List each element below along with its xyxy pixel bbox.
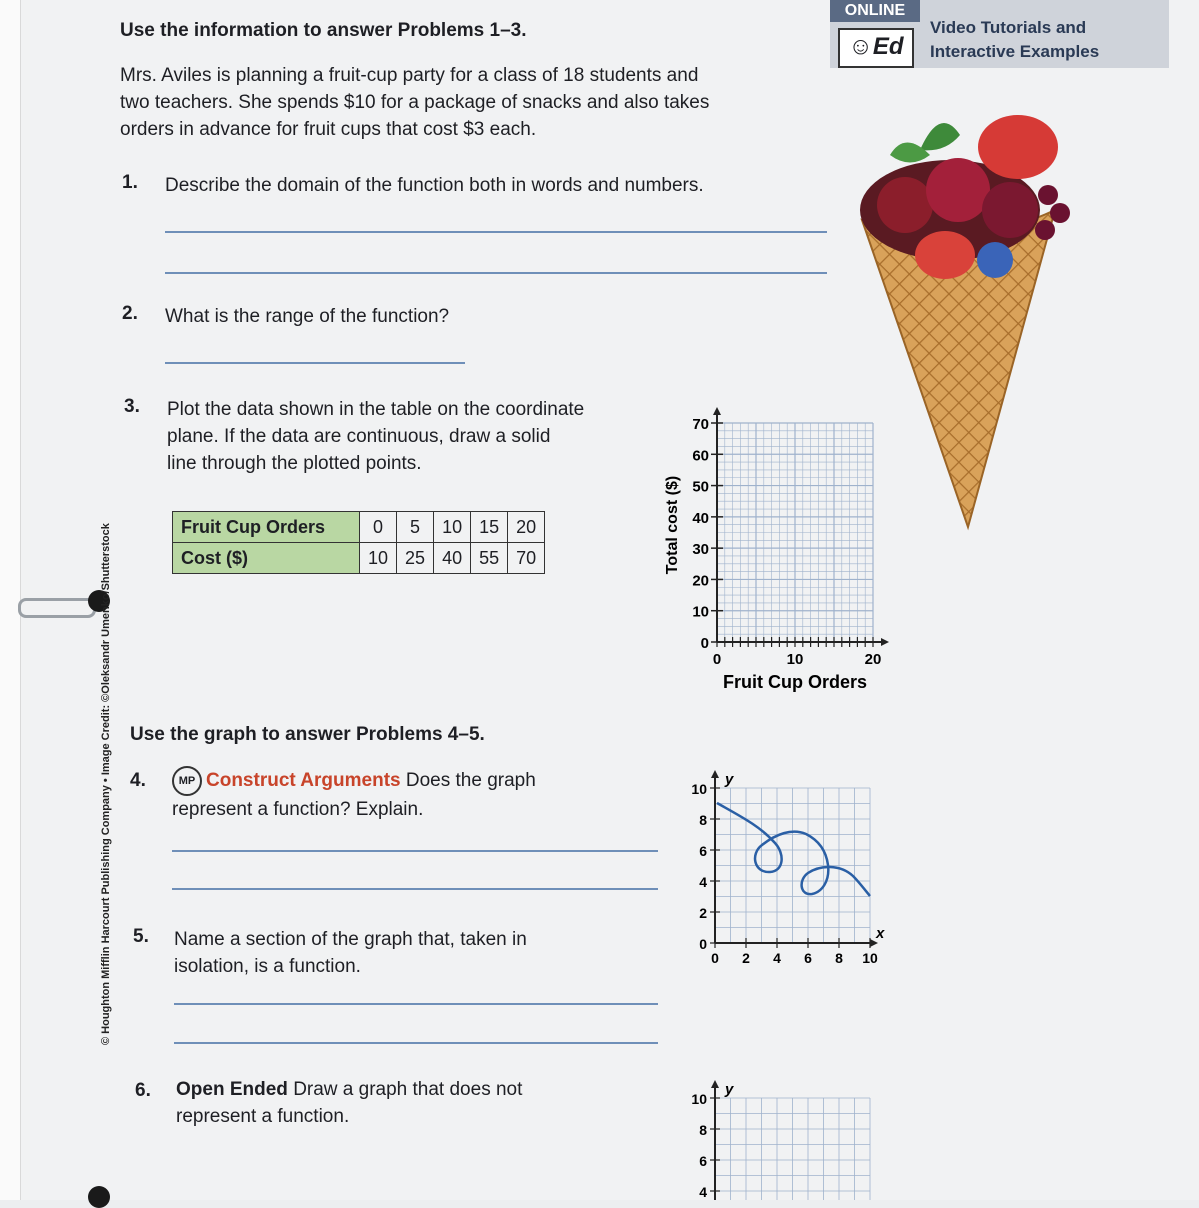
intro-heading: Use the information to answer Problems 1–3. xyxy=(120,20,527,41)
smiley-icon: ☺ xyxy=(848,33,873,60)
y-tick-label: 6 xyxy=(699,1153,707,1169)
y-axis-arrow xyxy=(711,1080,719,1088)
mint-leaf xyxy=(920,123,960,150)
q2-answer-line[interactable] xyxy=(165,362,465,364)
grid-lines xyxy=(715,1098,870,1200)
y-tick-label: 40 xyxy=(692,509,709,527)
q6-text-1: Draw a graph that does not xyxy=(293,1079,523,1100)
intro-line-2: two teachers. She spends $10 for a package of snacks and also takes xyxy=(120,92,710,113)
image-credit: © Houghton Mifflin Harcourt Publishing Company • Image Credit: ©Oleksandr Umenko/Shutterstock xyxy=(100,523,112,1045)
y-tick-label: 6 xyxy=(699,843,707,859)
strawberry xyxy=(978,115,1058,179)
q4-answer-line-1[interactable] xyxy=(172,850,658,852)
punch-hole xyxy=(88,1186,110,1208)
table-header-orders: Fruit Cup Orders xyxy=(173,512,360,543)
table-cell: 15 xyxy=(471,512,508,543)
q5-number: 5. xyxy=(133,926,149,947)
x-tick-label: 2 xyxy=(742,950,750,966)
q5-answer-line-2[interactable] xyxy=(174,1042,658,1044)
currant xyxy=(1050,203,1070,223)
y-tick-label: 8 xyxy=(699,812,707,828)
looping-curve xyxy=(717,803,870,896)
binder-ring xyxy=(18,598,96,618)
x-axis-label: Fruit Cup Orders xyxy=(722,672,868,692)
q4-text-2: represent a function? Explain. xyxy=(172,799,424,820)
section2-heading: Use the graph to answer Problems 4–5. xyxy=(130,724,485,745)
y-axis-arrow xyxy=(713,407,721,415)
q4-text-1: Does the graph xyxy=(405,770,536,792)
raspberry xyxy=(982,182,1038,238)
table-cell: 0 xyxy=(360,512,397,543)
ed-logo[interactable] xyxy=(838,28,914,68)
q6-number: 6. xyxy=(135,1080,151,1101)
q3-line-1: Plot the data shown in the table on the coordinate xyxy=(167,399,585,420)
y-axis-letter: y xyxy=(725,1081,734,1098)
blueberry xyxy=(977,242,1013,278)
mp-icon: MP xyxy=(172,766,202,796)
x-axis-letter: x xyxy=(876,925,885,942)
q3-number: 3. xyxy=(124,396,140,417)
q4-text xyxy=(172,766,536,823)
q6-text xyxy=(176,1076,522,1130)
q3-line-2: plane. If the data are continuous, draw a solid xyxy=(167,426,551,447)
notebook-edge xyxy=(0,0,21,1200)
q5-line-1: Name a section of the graph that, taken in xyxy=(174,929,527,950)
q1-answer-line-1[interactable] xyxy=(165,231,827,233)
intro-line-1: Mrs. Aviles is planning a fruit-cup party for a class of 18 students and xyxy=(120,65,699,86)
q2-text: What is the range of the function? xyxy=(165,306,450,327)
x-tick-label: 8 xyxy=(835,950,843,966)
table-row-orders xyxy=(173,512,545,543)
table-cell: 20 xyxy=(508,512,545,543)
y-tick-label: 4 xyxy=(699,1184,707,1200)
y-tick-label: 60 xyxy=(692,447,709,465)
q5-line-2: isolation, is a function. xyxy=(174,956,361,977)
y-axis-arrow xyxy=(711,770,719,778)
y-tick-label: 2 xyxy=(699,905,707,921)
y-tick-label: 8 xyxy=(699,1122,707,1138)
q3-text xyxy=(167,396,584,477)
y-tick-label: 10 xyxy=(692,603,709,621)
table-header-cost: Cost ($) xyxy=(173,543,360,574)
x-tick-label: 0 xyxy=(712,651,722,668)
q1-answer-line-2[interactable] xyxy=(165,272,827,274)
coordinate-plane-2 xyxy=(680,768,890,973)
q5-answer-line-1[interactable] xyxy=(174,1003,658,1005)
x-tick-label: 10 xyxy=(862,950,878,966)
q1-text: Describe the domain of the function both in words and numbers. xyxy=(165,175,704,196)
y-tick-label: 50 xyxy=(692,478,709,496)
q5-text xyxy=(174,926,527,980)
intro-paragraph xyxy=(120,62,709,143)
y-tick-label: 30 xyxy=(692,541,709,559)
table-cell: 55 xyxy=(471,543,508,574)
x-axis-arrow xyxy=(881,638,889,646)
table-cell: 10 xyxy=(434,512,471,543)
x-tick-label: 0 xyxy=(711,950,719,966)
y-axis-letter: y xyxy=(725,771,734,788)
table-cell: 5 xyxy=(397,512,434,543)
y-tick-label: 0 xyxy=(699,936,707,952)
video-line-1: Video Tutorials and xyxy=(930,18,1087,37)
intro-line-3: orders in advance for fruit cups that cost $3 each. xyxy=(120,119,537,140)
q4-number: 4. xyxy=(130,770,146,791)
y-tick-label: 20 xyxy=(692,572,709,590)
grid-lines xyxy=(715,788,870,943)
y-tick-label: 0 xyxy=(700,635,709,652)
x-tick-label: 20 xyxy=(864,651,882,668)
ed-logo-text: Ed xyxy=(872,33,904,60)
table-cell: 70 xyxy=(508,543,545,574)
q4-answer-line-2[interactable] xyxy=(172,888,658,890)
y-tick-label: 4 xyxy=(699,874,707,890)
q4-label: Construct Arguments xyxy=(206,770,401,792)
online-tag: ONLINE xyxy=(830,0,920,22)
data-table xyxy=(172,511,545,574)
q3-line-3: line through the plotted points. xyxy=(167,453,422,474)
y-tick-label: 10 xyxy=(691,1091,707,1107)
y-axis-label: Total cost ($) xyxy=(664,475,681,575)
raspberry xyxy=(926,158,990,222)
x-tick-label: 6 xyxy=(804,950,812,966)
x-tick-label: 4 xyxy=(773,950,781,966)
video-tutorials-link[interactable] xyxy=(930,16,1099,64)
table-cell: 10 xyxy=(360,543,397,574)
y-tick-label: 10 xyxy=(691,781,707,797)
table-cell: 25 xyxy=(397,543,434,574)
video-line-2: Interactive Examples xyxy=(930,42,1100,61)
coordinate-plane-3[interactable] xyxy=(680,1078,890,1200)
q1-number: 1. xyxy=(122,172,138,193)
fruit-cone-picture xyxy=(850,95,1080,535)
q6-label: Open Ended xyxy=(176,1079,288,1100)
q6-text-2: represent a function. xyxy=(176,1106,350,1127)
raspberry xyxy=(877,177,933,233)
x-tick-label: 10 xyxy=(786,651,804,668)
currant xyxy=(1038,185,1058,205)
y-tick-label: 70 xyxy=(692,416,709,433)
q2-number: 2. xyxy=(122,303,138,324)
table-row-cost xyxy=(173,543,545,574)
currant xyxy=(1035,220,1055,240)
table-cell: 40 xyxy=(434,543,471,574)
strawberry xyxy=(915,231,975,279)
